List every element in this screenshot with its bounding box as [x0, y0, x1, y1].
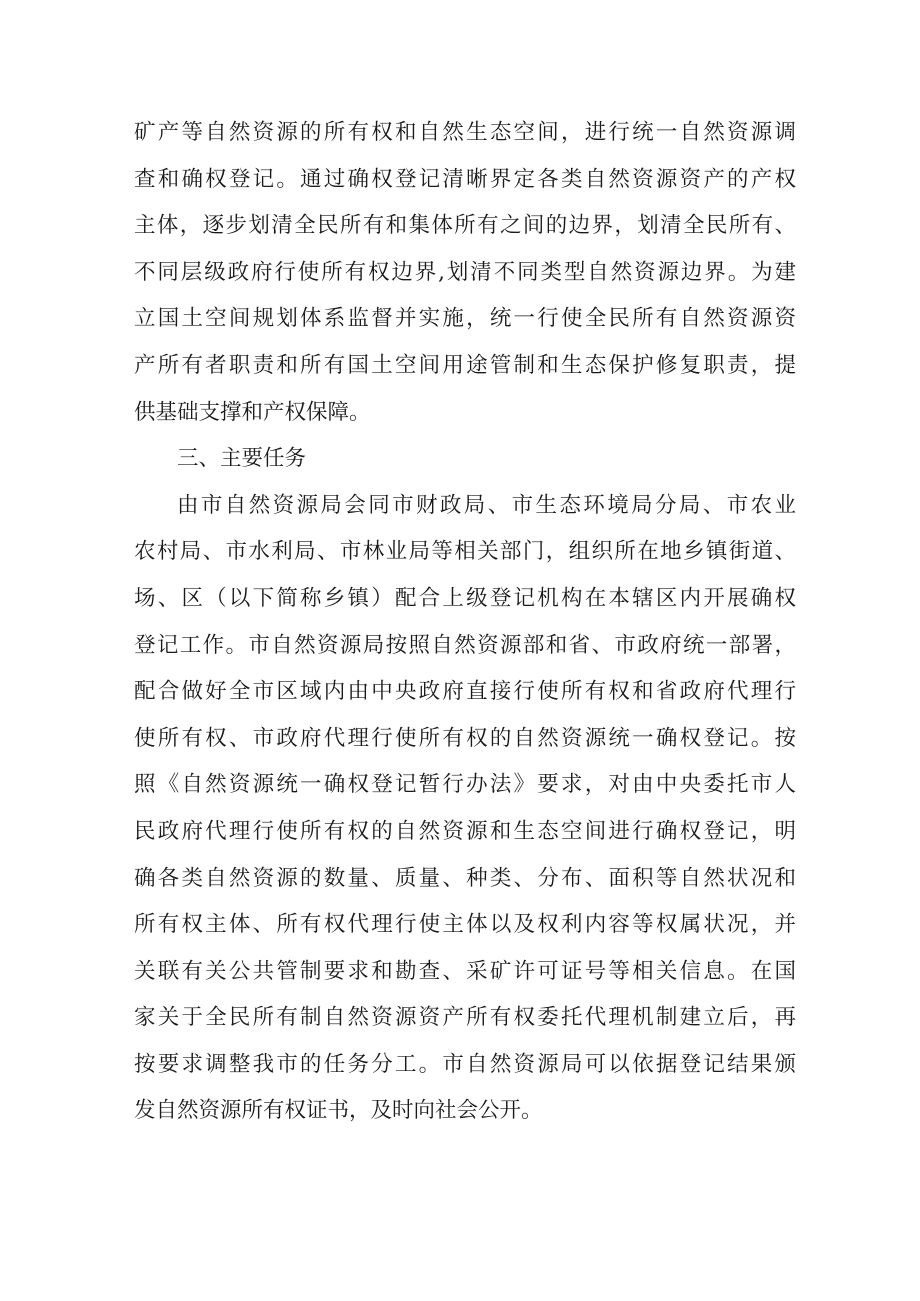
text-line: 供基础支撑和产权保障。 [134, 399, 371, 425]
text-line: 确各类自然资源的数量、质量、种类、分布、面积等自然状况和 [134, 865, 796, 891]
text-line: 矿产等自然资源的所有权和自然生态空间，进行统一自然资源调 [134, 120, 796, 145]
text-line: 使所有权、市政府代理行使所有权的自然资源统一确权登记。按 [134, 725, 796, 751]
text-line: 发自然资源所有权证书，及时向社会公开。 [134, 1098, 543, 1124]
document-body [134, 110, 796, 1135]
text-line: 登记工作。市自然资源局按照自然资源部和省、市政府统一部署， [134, 632, 796, 658]
text-line: 产所有者职责和所有国土空间用途管制和生态保护修复职责，提 [134, 352, 796, 378]
section-heading: 三、主要任务 [177, 446, 307, 472]
text-line: 由市自然资源局会同市财政局、市生态环境局分局、市农业 [177, 492, 796, 518]
text-line: 不同层级政府行使所有权边界,划清不同类型自然资源边界。为建 [134, 259, 796, 285]
text-line: 主体，逐步划清全民所有和集体所有之间的边界，划清全民所有、 [134, 213, 796, 239]
text-line: 场、区（以下简称乡镇）配合上级登记机构在本辖区内开展确权 [134, 585, 796, 611]
text-line: 农村局、市水利局、市林业局等相关部门，组织所在地乡镇街道、 [134, 539, 796, 565]
text-line: 家关于全民所有制自然资源资产所有权委托代理机制建立后，再 [134, 1005, 796, 1031]
paragraph-2 [134, 483, 796, 1135]
text-line: 查和确权登记。通过确权登记清晰界定各类自然资源资产的产权 [134, 166, 796, 192]
text-line: 关联有关公共管制要求和勘查、采矿许可证号等相关信息。在国 [134, 958, 796, 984]
text-line: 按要求调整我市的任务分工。市自然资源局可以依据登记结果颁 [134, 1051, 796, 1077]
text-line: 所有权主体、所有权代理行使主体以及权利内容等权属状况，并 [134, 912, 796, 938]
text-line: 照《自然资源统一确权登记暂行办法》要求，对由中央委托市人 [134, 772, 796, 798]
paragraph-1 [134, 110, 796, 436]
text-line: 立国土空间规划体系监督并实施，统一行使全民所有自然资源资 [134, 306, 796, 332]
text-line: 配合做好全市区域内由中央政府直接行使所有权和省政府代理行 [134, 679, 796, 705]
text-line: 民政府代理行使所有权的自然资源和生态空间进行确权登记，明 [134, 818, 796, 844]
